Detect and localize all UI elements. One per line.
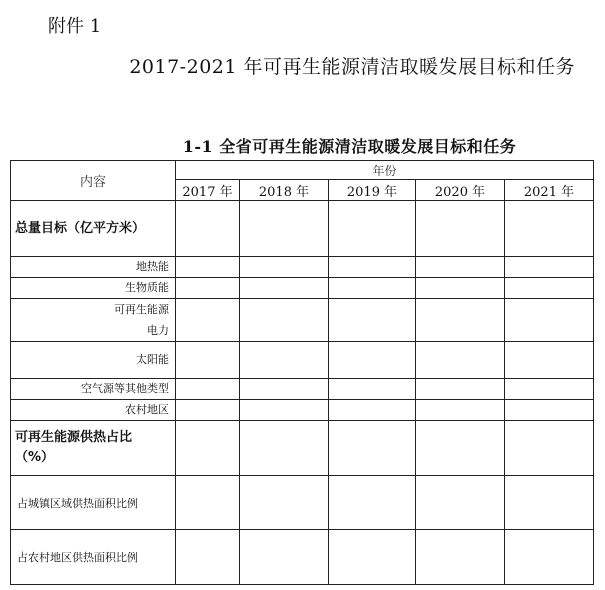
year-2017: 2017 年 xyxy=(176,180,240,201)
row-label-air-source: 空气源等其他类型 xyxy=(11,379,176,400)
year-2020: 2020 年 xyxy=(416,180,505,201)
table-row xyxy=(11,530,594,585)
table-row xyxy=(11,400,594,421)
year-2018: 2018 年 xyxy=(240,180,329,201)
content-header: 内容 xyxy=(11,161,176,201)
year-2021: 2021 年 xyxy=(505,180,594,201)
page-title: 2017-2021 年可再生能源清洁取暖发展目标和任务 xyxy=(129,56,575,78)
targets-table xyxy=(10,160,594,585)
row-label-line: 电力 xyxy=(147,323,169,337)
table-row xyxy=(11,379,594,400)
attachment-label: 附件 1 xyxy=(48,16,102,37)
row-label-geothermal: 地热能 xyxy=(11,257,176,278)
row-label-biomass: 生物质能 xyxy=(11,278,176,299)
row-label-urban-share: 占城镇区域供热面积比例 xyxy=(11,476,176,530)
year-header: 年份 xyxy=(176,161,594,180)
table-row xyxy=(11,201,594,257)
table-header-row xyxy=(11,161,594,180)
table-row xyxy=(11,257,594,278)
table-row xyxy=(11,421,594,476)
table-row xyxy=(11,278,594,299)
row-label-total-target: 总量目标（亿平方米） xyxy=(11,201,176,257)
row-label-line: 可再生能源供热占比 xyxy=(15,430,133,445)
row-label-rural: 农村地区 xyxy=(11,400,176,421)
table-title: 1-1 全省可再生能源清洁取暖发展目标和任务 xyxy=(182,137,517,156)
table-row xyxy=(11,476,594,530)
row-label-line: （%） xyxy=(15,450,55,465)
row-label-renewable-share xyxy=(11,421,176,476)
row-label-renewable-power xyxy=(11,299,176,342)
row-label-line: 可再生能源 xyxy=(114,302,169,316)
row-label-solar: 太阳能 xyxy=(11,342,176,379)
table-row xyxy=(11,299,594,342)
row-label-rural-share: 占农村地区供热面积比例 xyxy=(11,530,176,585)
table-row xyxy=(11,342,594,379)
year-2019: 2019 年 xyxy=(329,180,416,201)
